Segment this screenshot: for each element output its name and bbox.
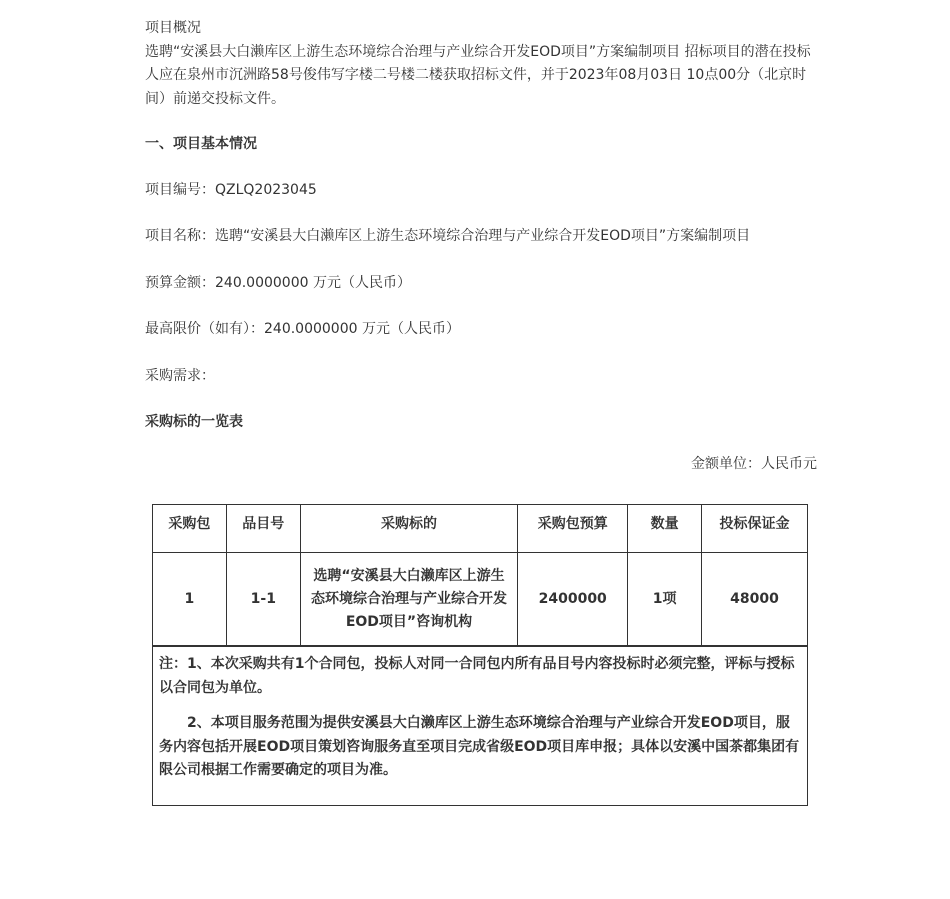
max-price: 最高限价（如有）：240.0000000 万元（人民币） <box>145 321 460 337</box>
amount-unit: 金额单位：人民币元 <box>691 455 817 472</box>
table-row <box>153 553 808 647</box>
header-deposit: 投标保证金 <box>702 505 808 553</box>
note-2: 2、本项目服务范围为提供安溪县大白濑库区上游生态环境综合治理与产业综合开发EOD项目，服务内容包括开展EOD项目策划咨询服务直至项目完成省级EOD项目库申报；具体以安溪中国茶都集团有限公司根据工作需要确定的项目为准。 <box>159 715 800 778</box>
procurement-list-title: 采购标的一览表 <box>145 414 243 430</box>
document-body <box>145 17 817 493</box>
procurement-demand: 采购需求： <box>145 367 215 384</box>
header-package: 采购包 <box>153 505 227 553</box>
cell-package: 1 <box>153 553 227 647</box>
project-number: 项目编号：QZLQ2023045 <box>145 181 317 198</box>
cell-subject: 选聘“安溪县大白濑库区上游生态环境综合治理与产业综合开发EOD项目”咨询机构 <box>300 553 518 647</box>
note-1: 注：1、本次采购共有1个合同包，投标人对同一合同包内所有品目号内容投标时必须完整，评标与授标以合同包为单位。 <box>159 656 795 696</box>
notes-cell <box>153 646 808 805</box>
section-title-basic-info: 一、项目基本情况 <box>145 136 257 152</box>
procurement-table <box>152 504 808 806</box>
budget-amount: 预算金额：240.0000000 万元（人民币） <box>145 274 411 291</box>
cell-quantity: 1项 <box>628 553 702 647</box>
overview-title: 项目概况 <box>145 20 201 36</box>
header-subject: 采购标的 <box>300 505 518 553</box>
cell-deposit: 48000 <box>702 553 808 647</box>
cell-item-no: 1-1 <box>226 553 300 647</box>
header-package-budget: 采购包预算 <box>518 505 628 553</box>
table-header-row <box>153 505 808 553</box>
table-notes-row <box>153 646 808 805</box>
cell-package-budget: 2400000 <box>518 553 628 647</box>
header-quantity: 数量 <box>628 505 702 553</box>
project-name: 项目名称：选聘“安溪县大白濑库区上游生态环境综合治理与产业综合开发EOD项目”方案编制项目 <box>145 228 751 244</box>
header-item-no: 品目号 <box>226 505 300 553</box>
overview-text: 选聘“安溪县大白濑库区上游生态环境综合治理与产业综合开发EOD项目”方案编制项目 招标项目的潜在投标人应在泉州市沉洲路58号俊伟写字楼二号楼二楼获取招标文件，并于2023年08月03日 10点00分（北京时间）前递交投标文件。 <box>145 43 811 107</box>
